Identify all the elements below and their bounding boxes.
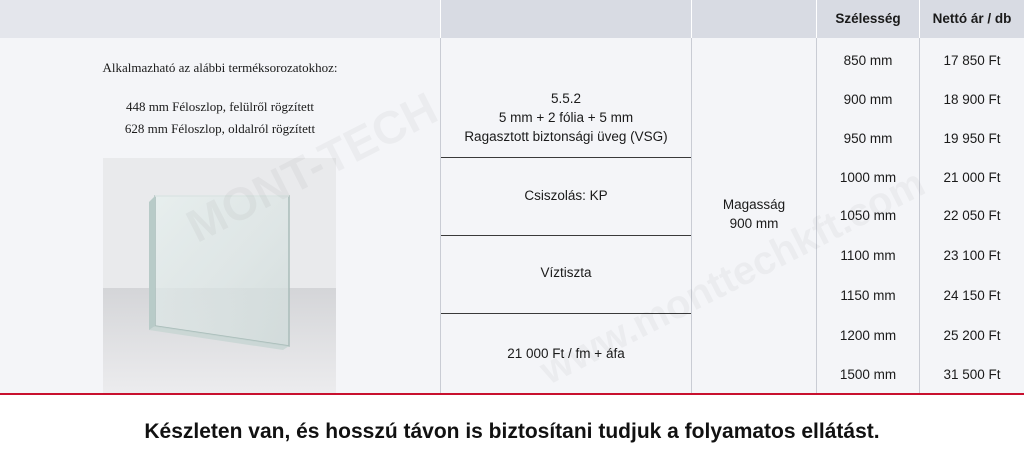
- applicability-item: 628 mm Féloszlop, oldalról rögzített: [124, 121, 316, 136]
- row-price: 18 900 Ft: [943, 92, 1001, 107]
- row-width: 1500 mm: [839, 367, 897, 382]
- row-price: 25 200 Ft: [943, 328, 1001, 343]
- row-width: 1050 mm: [839, 208, 897, 223]
- spec-divider: [441, 157, 691, 158]
- spec-divider: [441, 313, 691, 314]
- header-cell-height: [692, 0, 816, 38]
- table-row: [817, 316, 1024, 355]
- column-header-width: Szélesség: [835, 11, 901, 26]
- table-row: [817, 80, 1024, 119]
- header-divider: [691, 0, 692, 38]
- row-price: 17 850 Ft: [943, 53, 1001, 68]
- glass-panel-illustration: [103, 158, 336, 393]
- applicability-item: 448 mm Féloszlop, felülről rögzített: [125, 99, 315, 114]
- applicability-title: Alkalmazható az alábbi terméksorozatokhoz:: [102, 60, 338, 75]
- row-width: 1100 mm: [840, 248, 896, 263]
- glass-type: Ragasztott biztonsági üveg (VSG): [464, 129, 668, 144]
- row-price: 22 050 Ft: [943, 208, 1001, 223]
- table-row: [817, 236, 1024, 275]
- table-row: [817, 196, 1024, 235]
- row-width: 850 mm: [843, 53, 893, 68]
- row-width: 950 mm: [843, 131, 893, 146]
- column-header-price: Nettó ár / db: [932, 11, 1012, 26]
- grinding-spec: Csiszolás: KP: [524, 188, 608, 203]
- header-cell-specs: [441, 0, 691, 38]
- row-width: 1150 mm: [840, 288, 896, 303]
- footer-accent-line: [0, 393, 1024, 395]
- row-price: 19 950 Ft: [943, 131, 1001, 146]
- spec-divider: [441, 235, 691, 236]
- row-width: 1000 mm: [839, 170, 897, 185]
- row-width: 1200 mm: [839, 328, 897, 343]
- glass-code: 5.5.2: [550, 91, 582, 106]
- row-price: 23 100 Ft: [943, 248, 1001, 263]
- header-divider: [440, 0, 441, 38]
- row-width: 900 mm: [843, 92, 893, 107]
- table-row: [817, 158, 1024, 197]
- row-price: 24 150 Ft: [943, 288, 1001, 303]
- table-row: [817, 355, 1024, 394]
- height-label: [692, 195, 816, 233]
- table-row: [817, 119, 1024, 158]
- row-price: 31 500 Ft: [943, 367, 1001, 382]
- clarity-spec: Víztiszta: [540, 265, 592, 280]
- height-value: 900 mm: [729, 216, 779, 231]
- glass-layers: 5 mm + 2 fólia + 5 mm: [498, 110, 634, 125]
- table-row: [817, 276, 1024, 315]
- stock-notice: Készleten van, és hosszú távon is biztosítani tudjuk a folyamatos ellátást.: [144, 420, 880, 443]
- glass-panel-image: [103, 158, 336, 393]
- unit-price: 21 000 Ft / fm + áfa: [507, 346, 625, 361]
- height-label-text: Magasság: [722, 197, 786, 212]
- row-price: 21 000 Ft: [943, 170, 1001, 185]
- table-row: [817, 41, 1024, 80]
